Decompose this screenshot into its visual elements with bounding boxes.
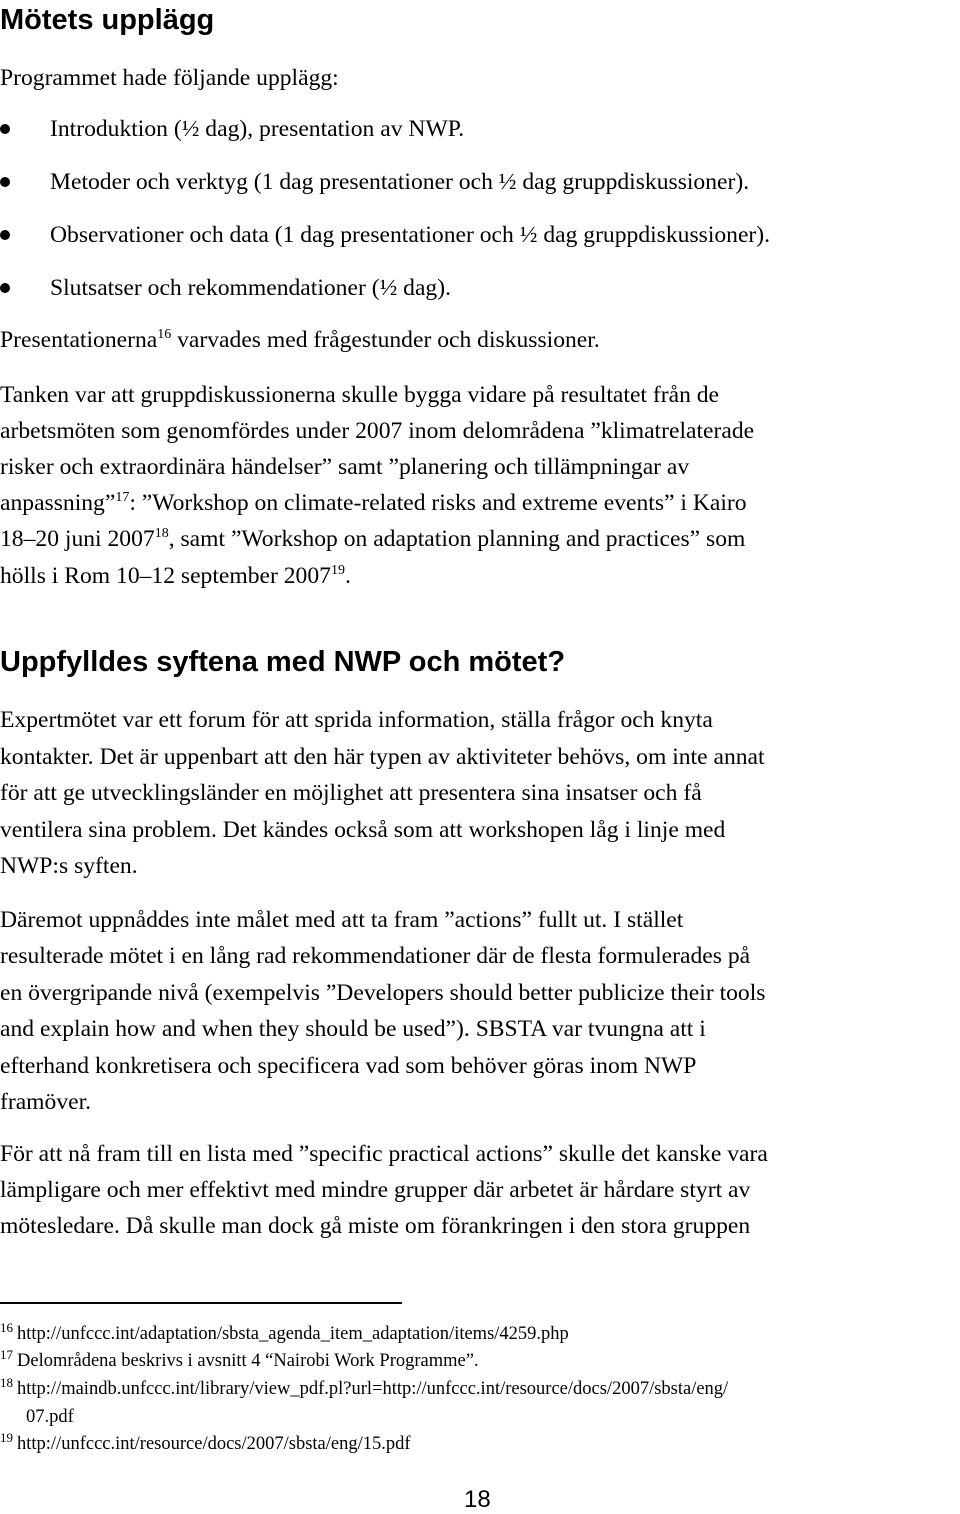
text-line: NWP:s syften. [0,853,138,879]
text-line: för att ge utvecklingsländer en möjlighet att presentera sina insatser och få [0,780,702,806]
footnote-ref-17[interactable]: 17 [115,490,130,505]
text-line: framöver. [0,1089,92,1115]
bullet-icon [0,124,10,134]
footnote-17: $^{17}$ Delområdena beskrivs i avsnitt 4 “Nairobi Work Programme”. [0,1347,479,1371]
bullet-text: Metoder och verktyg (1 dag presentationer och ½ dag gruppdiskussioner). [50,169,750,195]
text-line: ventilera sina problem. Det kändes också som att workshopen låg i linje med [0,817,726,843]
page-number: 18 [464,1486,491,1513]
text-line: arbetsmöten som genomfördes under 2007 inom delområdena ”klimatrelaterade [0,418,755,444]
bullet-text: Introduktion (½ dag), presentation av NWP. [50,116,465,142]
text-line: Tanken var att gruppdiskussionerna skulle bygga vidare på resultatet från de [0,382,720,408]
footnote-16: $^{16}$ http://unfccc.int/adaptation/sbsta_agenda_item_adaptation/items/4259.php [0,1320,569,1344]
text-line: 18–20 juni 2007$^{18}$, samt ”Workshop on adaptation planning and practices” som [0,526,746,552]
text-line: resulterade mötet i en lång rad rekommendationer där de flesta formulerades på [0,943,751,969]
footnote-ref-19[interactable]: 19 [330,563,345,578]
footnote-18-continuation[interactable]: 07.pdf [26,1407,74,1427]
footnote-link[interactable]: http://unfccc.int/resource/docs/2007/sbsta/eng/15.pdf [17,1434,411,1454]
text-line: Däremot uppnåddes inte målet med att ta fram ”actions” fullt ut. I stället [0,907,684,933]
footnote-link[interactable]: http://maindb.unfccc.int/library/view_pdf.pl?url=http://unfccc.int/resource/docs/2007/sbsta/eng/ [17,1379,729,1399]
heading-uppfylldes-syftena: Uppfylldes syftena med NWP och mötet? [0,646,566,678]
text-line: anpassning”$^{17}$: ”Workshop on climate-related risks and extreme events” i Kairo [0,490,747,516]
footnote-text: Delområdena beskrivs i avsnitt 4 “Nairobi Work Programme”. [17,1351,479,1371]
presentations-paragraph: Presentationerna$^{16}$ varvades med frågestunder och diskussioner. [0,327,600,353]
text-line: mötesledare. Då skulle man dock gå miste om förankringen i den stora gruppen [0,1213,751,1239]
text-line: and explain how and when they should be used”). SBSTA var tvungna att i [0,1016,706,1042]
footnote-18: $^{18}$ http://maindb.unfccc.int/library/view_pdf.pl?url=http://unfccc.int/resource/docs/2007/sbsta/eng/ [0,1375,729,1399]
text-line: För att nå fram till en lista med ”specific practical actions” skulle det kanske vara [0,1141,768,1167]
heading-motets-upplagg: Mötets upplägg [0,4,215,36]
text-line: kontakter. Det är uppenbart att den här typen av aktiviteter behövs, om inte annat [0,744,765,770]
bullet-icon [0,177,10,187]
text-line: efterhand konkretisera och specificera vad som behöver göras inom NWP [0,1053,697,1079]
text-line: Expertmötet var ett forum för att sprida information, ställa frågor och knyta [0,707,713,733]
footnote-ref-18[interactable]: 18 [154,526,169,541]
text-line: lämpligare och mer effektivt med mindre grupper där arbetet är hårdare styrt av [0,1177,751,1203]
bullet-text: Observationer och data (1 dag presentationer och ½ dag gruppdiskussioner). [50,222,771,248]
footnote-19: $^{19}$ http://unfccc.int/resource/docs/2007/sbsta/eng/15.pdf [0,1430,411,1454]
text-line: hölls i Rom 10–12 september 2007$^{19}$. [0,563,351,589]
text-line: risker och extraordinära händelser” samt ”planering och tillämpningar av [0,454,690,480]
bullet-icon [0,283,10,293]
text-line: en övergripande nivå (exempelvis ”Developers should better publicize their tools [0,980,766,1006]
bullet-icon [0,230,10,240]
intro-text: Programmet hade följande upplägg: [0,65,339,91]
footnote-ref-16[interactable]: 16 [157,327,172,342]
footnote-divider [0,1302,402,1304]
footnote-link[interactable]: http://unfccc.int/adaptation/sbsta_agenda_item_adaptation/items/4259.php [17,1324,569,1344]
bullet-text: Slutsatser och rekommendationer (½ dag). [50,275,451,301]
